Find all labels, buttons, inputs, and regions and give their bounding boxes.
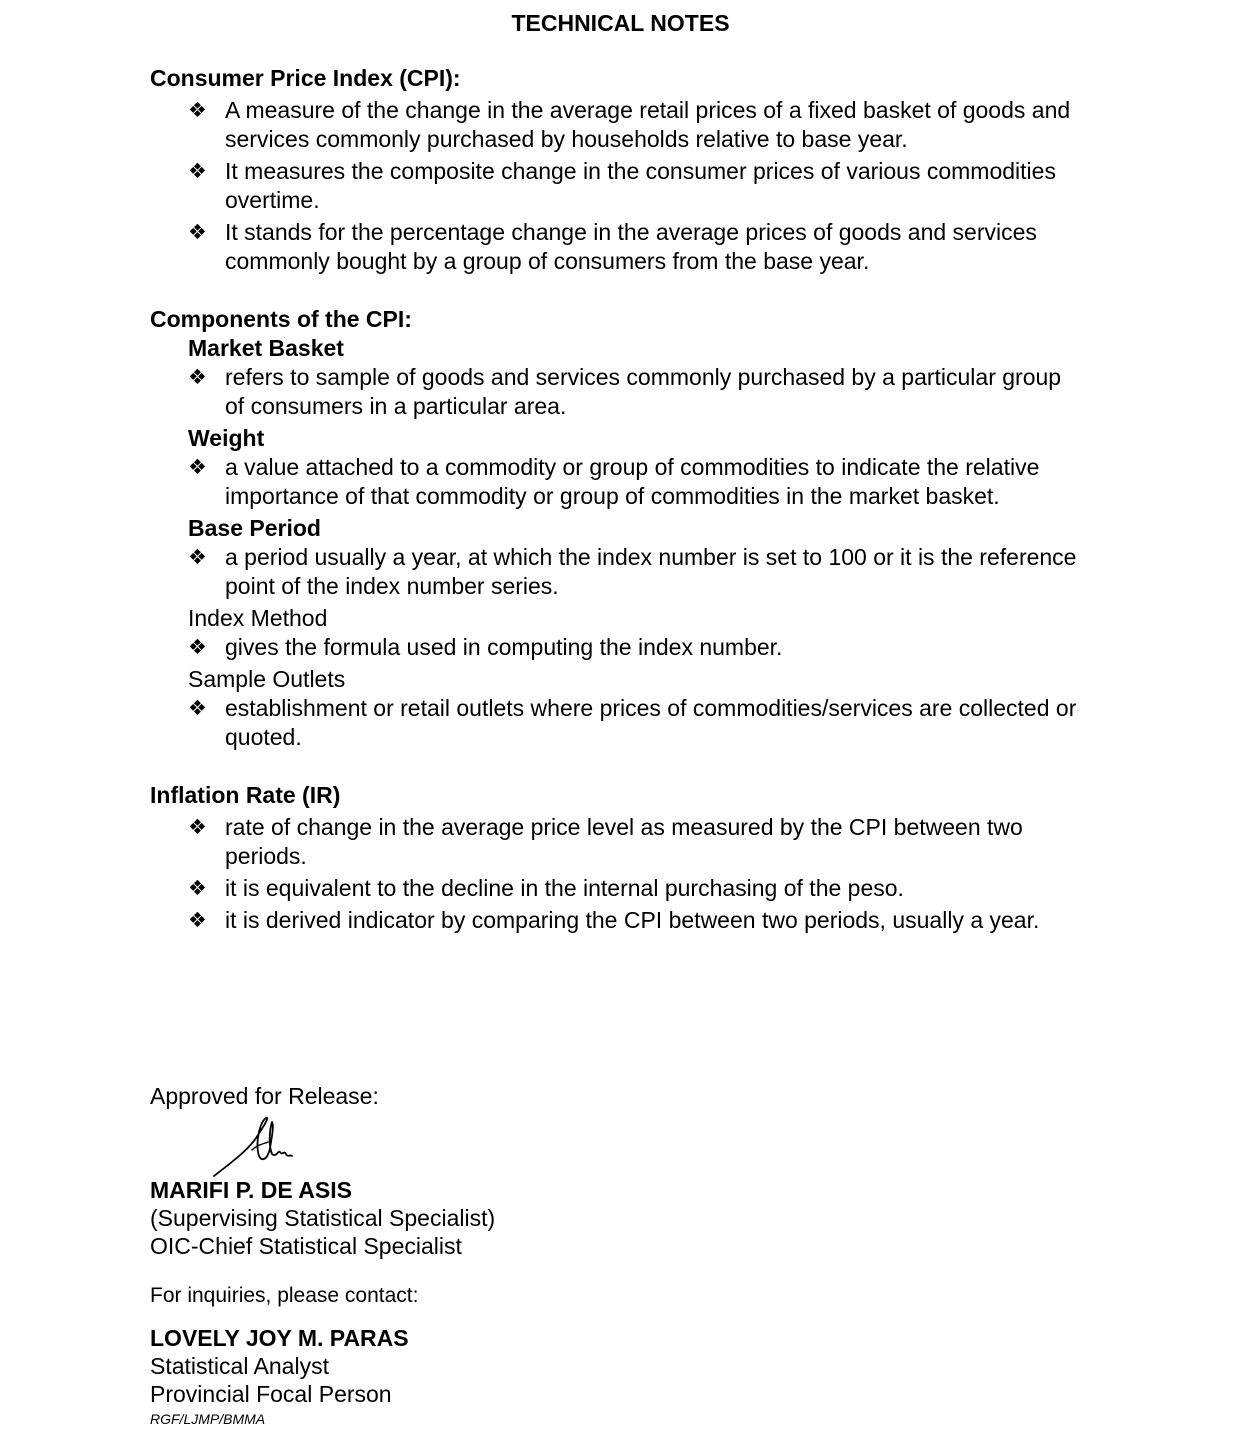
list-item: [188, 96, 1080, 154]
list-item: [188, 694, 1080, 752]
component-bullet-list: [150, 543, 1080, 601]
list-item: [188, 218, 1080, 276]
component-label-market-basket: Market Basket: [188, 335, 344, 361]
component-bullet-list: [150, 694, 1080, 752]
bullet-text: rate of change in the average price level as measured by the CPI between two periods.: [225, 814, 1023, 869]
bullet-icon: ❖: [188, 545, 207, 569]
list-item: [188, 453, 1080, 511]
list-item: [188, 906, 1080, 935]
bullet-text: refers to sample of goods and services commonly purchased by a particular group of consumers in a particular area.: [225, 364, 1062, 419]
bullet-icon: ❖: [188, 455, 207, 479]
contact-position: Statistical Analyst: [150, 1353, 329, 1379]
components-section: [150, 305, 1080, 752]
approver-position: OIC-Chief Statistical Specialist: [150, 1233, 462, 1259]
component-bullet-list: [150, 363, 1080, 421]
signature-icon: [212, 1114, 302, 1180]
list-item: [188, 874, 1080, 903]
approver-title: (Supervising Statistical Specialist): [150, 1205, 496, 1231]
approval-label: Approved for Release:: [150, 1083, 379, 1109]
approver-name: MARIFI P. DE ASIS: [150, 1177, 352, 1203]
bullet-icon: ❖: [188, 876, 207, 900]
reference-code: RGF/LJMP/BMMA: [150, 1411, 266, 1427]
bullet-text: establishment or retail outlets where prices of commodities/services are collected or quoted.: [225, 695, 1077, 750]
inflation-bullet-list: [150, 813, 1080, 935]
bullet-text: A measure of the change in the average retail prices of a fixed basket of goods and services commonly purchased by households relative to base year.: [225, 97, 1071, 152]
component-label-sample-outlets: Sample Outlets: [188, 666, 346, 692]
contact-name: LOVELY JOY M. PARAS: [150, 1325, 409, 1351]
bullet-icon: ❖: [188, 220, 207, 244]
signature-area: [150, 1110, 850, 1176]
page-title: TECHNICAL NOTES: [511, 10, 730, 36]
list-item: [188, 363, 1080, 421]
list-item: [188, 543, 1080, 601]
bullet-icon: ❖: [188, 98, 207, 122]
inflation-heading: Inflation Rate (IR): [150, 782, 341, 808]
bullet-text: a period usually a year, at which the index number is set to 100 or it is the reference point of the index number series.: [225, 544, 1077, 599]
component-label-base-period: Base Period: [188, 515, 321, 541]
contact-role: Provincial Focal Person: [150, 1381, 392, 1407]
bullet-icon: ❖: [188, 159, 207, 183]
components-heading: Components of the CPI:: [150, 306, 412, 332]
inflation-section: [150, 781, 1080, 935]
bullet-text: It stands for the percentage change in the average prices of goods and services commonly bought by a group of consumers from the base year.: [225, 219, 1037, 274]
bullet-text: gives the formula used in computing the index number.: [225, 634, 783, 660]
list-item: [188, 633, 1080, 662]
cpi-bullet-list: [150, 96, 1080, 276]
component-label-weight: Weight: [188, 425, 265, 451]
component-label-index-method: Index Method: [188, 605, 328, 631]
bullet-text: it is derived indicator by comparing the CPI between two periods, usually a year.: [225, 907, 1040, 933]
bullet-icon: ❖: [188, 365, 207, 389]
cpi-section: [150, 64, 1080, 276]
notes-body: [150, 64, 1080, 938]
approval-block: [150, 1082, 850, 1428]
bullet-text: It measures the composite change in the consumer prices of various commodities overtime.: [225, 158, 1056, 213]
bullet-icon: ❖: [188, 696, 207, 720]
component-bullet-list: [150, 453, 1080, 511]
list-item: [188, 813, 1080, 871]
bullet-text: a value attached to a commodity or group of commodities to indicate the relative importance of that commodity or group of commodities in the market basket.: [225, 454, 1040, 509]
inquiries-label: For inquiries, please contact:: [150, 1284, 419, 1307]
bullet-text: it is equivalent to the decline in the internal purchasing of the peso.: [225, 875, 904, 901]
list-item: [188, 157, 1080, 215]
bullet-icon: ❖: [188, 815, 207, 839]
bullet-icon: ❖: [188, 908, 207, 932]
component-bullet-list: [150, 633, 1080, 662]
bullet-icon: ❖: [188, 635, 207, 659]
cpi-heading: Consumer Price Index (CPI):: [150, 65, 461, 91]
